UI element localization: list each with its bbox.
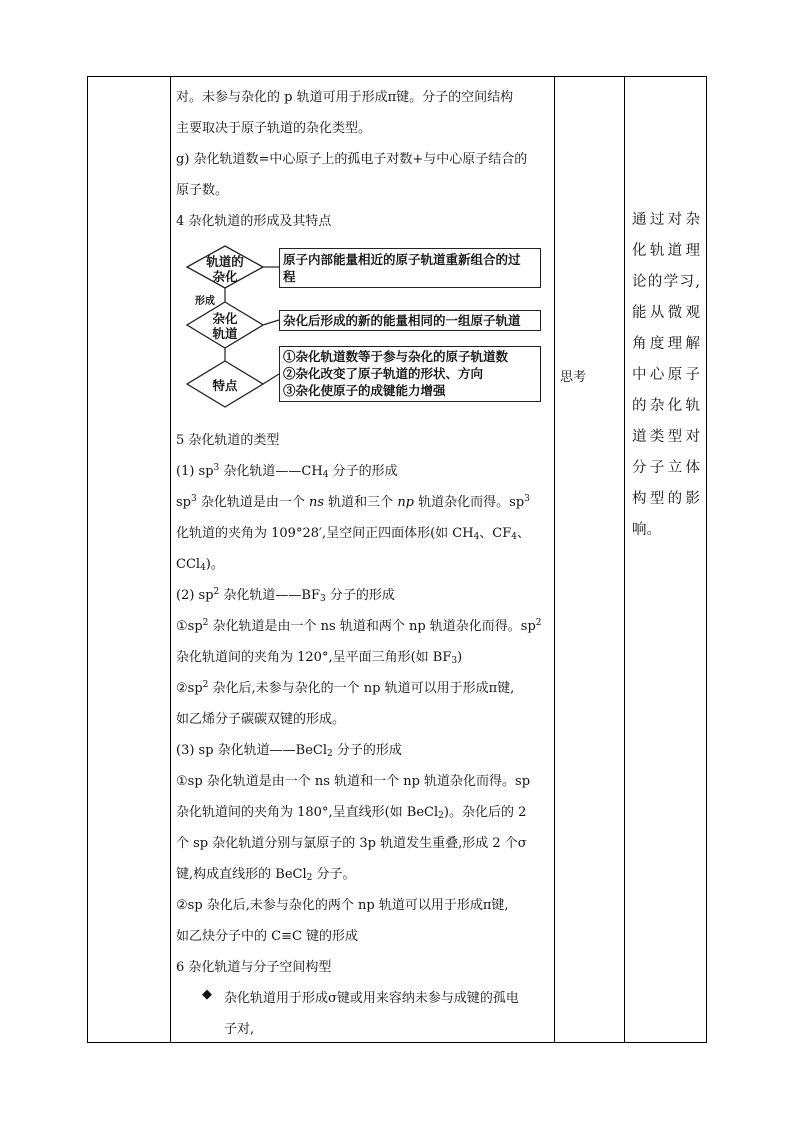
column-divider (170, 77, 171, 1042)
goal-line: 道类型对 (632, 429, 700, 445)
goal-line: 构型的影 (632, 491, 700, 507)
bullet-text: 杂化轨道用于形成σ键或用来容纳未参与成键的孤电 (224, 991, 519, 1006)
goal-line: 通过对杂 (632, 212, 700, 228)
column-divider (554, 77, 555, 1042)
paragraph-line: 个 sp 杂化轨道分别与氯原子的 3p 轨道发生重叠,形成 2 个σ (176, 836, 527, 851)
goal-line: 的杂化轨 (632, 398, 700, 414)
paragraph-line: $sp^3$ 杂化轨道是由一个 ns 轨道和三个 np 轨道杂化而得。$sp^3$ (176, 494, 530, 510)
paragraph-line: CCl$_4$)。 (176, 557, 224, 573)
goal-line: 角度理解 (632, 336, 700, 352)
paragraph-line: 主要取决于原子轨道的杂化类型。 (176, 121, 372, 136)
hybridization-diagram (183, 240, 545, 410)
paragraph-line: 杂化轨道间的夹角为 180°,呈直线形(如 BeCl$_2$)。杂化后的 2 (176, 805, 527, 821)
definition-box: 原子内部能量相近的原子轨道重新组合的过 程 (279, 248, 541, 288)
paragraph-line: 原子数。 (176, 183, 229, 198)
connector-line (263, 374, 279, 384)
subsection-title: (1) $sp^3$ 杂化轨道$——CH_4$ 分子的形成 (176, 463, 398, 480)
goal-line: 能从微观 (632, 305, 700, 321)
bullet-diamond-icon: ◆ (202, 987, 212, 1002)
features-box: ①杂化轨道数等于参与杂化的原子轨道数 ②杂化改变了原子轨道的形状、方向 ③杂化使原子的成键能力增强 (279, 346, 541, 402)
activity-column-text: 思考 (560, 370, 587, 385)
paragraph-line: 化轨道的夹角为 109°28′,呈空间正四面体形(如 $CH_4$、$CF_4$、 (176, 526, 531, 542)
section-heading: 4 杂化轨道的形成及其特点 (176, 214, 332, 229)
diamond-label: 杂化 轨道 (212, 311, 238, 341)
arrow-label: 形成 (195, 296, 215, 307)
paragraph-line: 如乙烯分子碳碳双键的形成。 (176, 712, 346, 727)
paragraph-line: ①sp 杂化轨道是由一个 ns 轨道和一个 np 轨道杂化而得。sp (176, 774, 531, 789)
paragraph-line: ②sp 杂化后,未参与杂化的两个 np 轨道可以用于形成π键, (176, 898, 509, 913)
diamond-label: 特点 (212, 378, 238, 393)
diamond-label: 轨道的 杂化 (206, 254, 244, 284)
goal-line: 响。 (632, 522, 661, 538)
goal-line: 分子立体 (632, 460, 700, 476)
paragraph-line: 杂化轨道间的夹角为 120°,呈平面三角形(如 $BF_3$) (176, 650, 463, 666)
connector-line (263, 320, 279, 325)
section-heading: 6 杂化轨道与分子空间构型 (176, 960, 332, 975)
paragraph-line: g) 杂化轨道数=中心原子上的孤电子对数+与中心原子结合的 (176, 152, 528, 167)
subsection-title: (3) sp 杂化轨道——BeCl$_2$ 分子的形成 (176, 743, 402, 759)
paragraph-line: 如乙炔分子中的 C≡C 键的形成 (176, 929, 359, 944)
paragraph-line: $①sp^2$ 杂化轨道是由一个 ns 轨道和两个 np 轨道杂化而得。$sp^2$ (176, 618, 542, 634)
goal-line: 中心原子 (632, 367, 700, 383)
subsection-title: (2) $sp^2$ 杂化轨道$——BF_3$ 分子的形成 (176, 587, 395, 604)
paragraph-line: 键,构成直线形的 BeCl$_2$ 分子。 (176, 867, 356, 883)
paragraph-line: $②sp^2$ 杂化后,未参与杂化的一个 np 轨道可以用于形成π键, (176, 680, 515, 696)
goal-line: 化轨道理 (632, 243, 700, 259)
column-divider (624, 77, 625, 1042)
definition-box: 杂化后形成的新的能量相同的一组原子轨道 (279, 310, 541, 331)
goal-line: 论的学习, (632, 274, 700, 290)
section-heading: 5 杂化轨道的类型 (176, 433, 280, 448)
bullet-text: 子对, (224, 1022, 255, 1037)
paragraph-line: 对。未参与杂化的 p 轨道可用于形成π键。分子的空间结构 (176, 90, 514, 105)
